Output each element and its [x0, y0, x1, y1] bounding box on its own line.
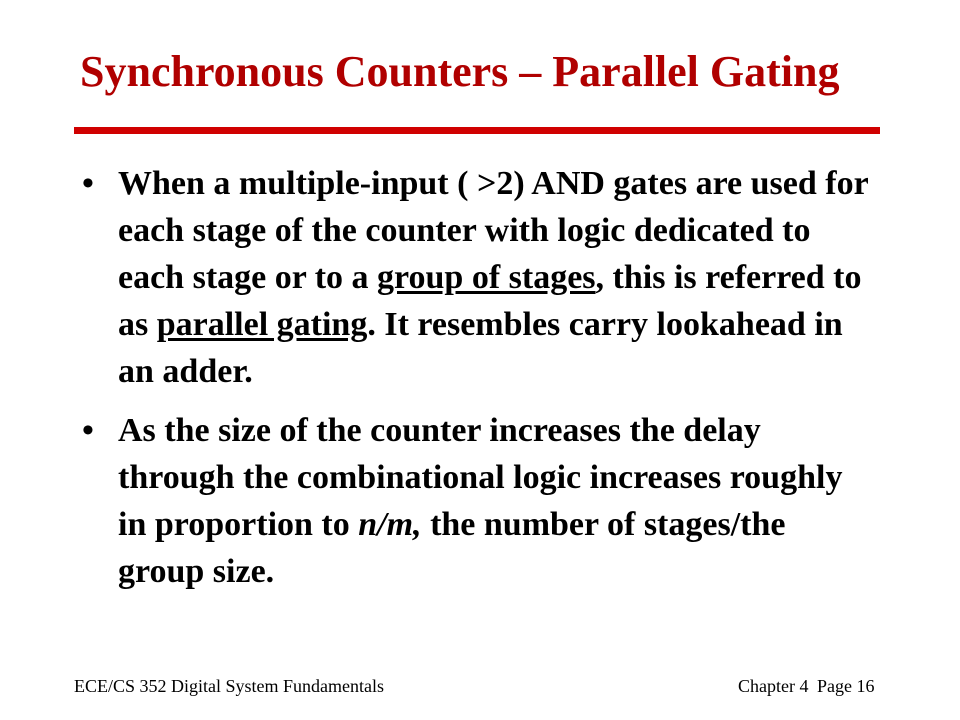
bullet-marker: •: [82, 165, 94, 202]
title-underline-rule: [74, 127, 880, 134]
bullet-text: , this is referred to as: [118, 259, 862, 343]
bullet-text: When a multiple-input ( >2) AND gates are used for each stage of the counter with logic dedicated to each stage or to a: [118, 165, 869, 296]
italic-term-n-over-m: n/m,: [358, 506, 422, 543]
footer-page-number: Page 16: [817, 676, 875, 696]
bullet-text: the number of stages/the group size.: [118, 506, 786, 590]
footer-course: ECE/CS 352 Digital System Fundamentals: [74, 676, 384, 696]
bullet-text: . It resembles carry lookahead in an adder.: [118, 306, 843, 390]
bullet-item-counter-size: [80, 407, 870, 595]
underlined-term-parallel-gating: parallel gating: [156, 306, 368, 343]
underlined-term-group-of-stages: group of stages: [377, 259, 596, 296]
bullet-item-parallel-gating: [80, 160, 870, 395]
slide-title: Synchronous Counters – Parallel Gating: [80, 47, 840, 96]
bullet-list: [80, 160, 870, 607]
bullet-text: As the size of the counter increases the delay through the combinational logic increases roughly in proportion to: [118, 412, 843, 543]
footer-chapter: Chapter 4: [738, 676, 809, 696]
bullet-marker: •: [82, 412, 94, 449]
